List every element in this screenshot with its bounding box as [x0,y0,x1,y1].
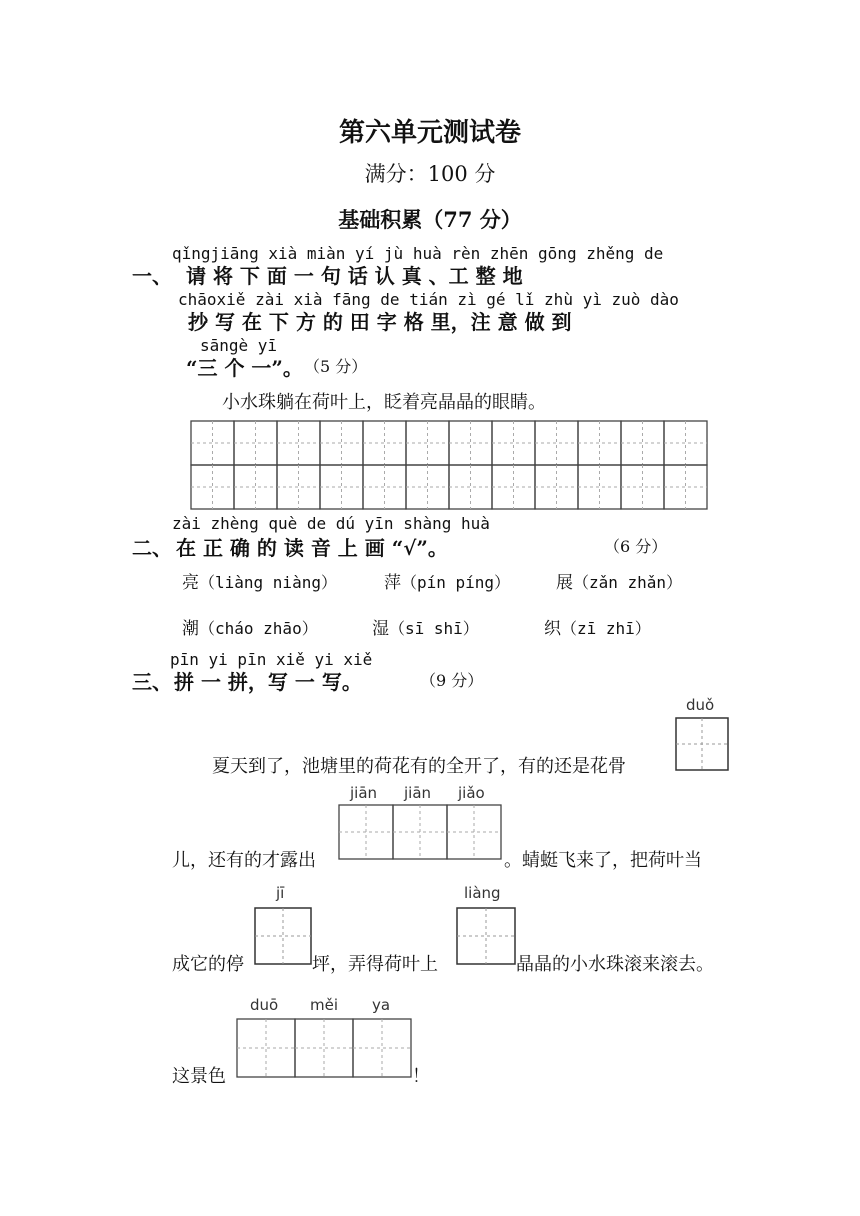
q1-pinyin-line3: sāngè yī [200,336,278,355]
q3-line3b: 坪，弄得荷叶上 [312,954,438,975]
q1-text-line3: “三 个 一”。 [186,356,303,380]
q1-points: （5 分） [304,357,368,376]
box-pinyin: ya [372,996,391,1014]
q1-sentence: 小水珠躺在荷叶上，眨着亮晶晶的眼睛。 [222,392,546,413]
answer-box[interactable] [456,907,516,965]
full-score: 满分：100 分 [364,162,496,186]
q1-pinyin-line1: qǐngjiāng xià miàn yí jù huà rèn zhēn gōng zhěng de [172,244,664,263]
page-title: 第六单元测试卷 [338,118,521,148]
q2-item: 展（zǎn zhǎn） [556,573,683,593]
q3-line4a: 这景色 [172,1066,226,1087]
answer-box-group[interactable] [236,1018,412,1078]
q3-line1: 夏天到了，池塘里的荷花有的全开了，有的还是花骨 [212,756,626,777]
answer-box-group[interactable] [338,804,504,862]
box-pinyin: liàng [464,884,501,902]
q2-item: 亮（liàng niàng） [182,573,337,593]
q3-line4b: ！ [412,1066,430,1087]
q3-line2b: 。蜻蜓飞来了，把荷叶当 [504,850,702,871]
q3-pinyin: pīn yi pīn xiě yi xiě [170,650,373,669]
box-pinyin: měi [310,996,339,1014]
q3-line3a: 成它的停 [172,954,244,975]
box-pinyin: jiǎo [458,784,485,802]
q3-number: 三、 [132,670,172,694]
answer-box[interactable] [675,717,730,772]
q2-item: 潮（cháo zhāo） [182,619,318,639]
box-pinyin: jiān [350,784,378,802]
q2-points: （6 分） [604,537,668,556]
section-heading: 基础积累（77 分） [338,207,522,232]
q1-text-line2: 抄 写 在 下 方 的 田 字 格 里，注 意 做 到 [188,310,572,334]
q3-text: 拼 一 拼，写 一 写。 [174,670,362,694]
q1-pinyin-line2: chāoxiě zài xià fāng de tián zì gé lǐ zhù yì zuò dào [178,290,679,309]
q1-number: 一、 [132,264,172,288]
q2-pinyin: zài zhèng què de dú yīn shàng huà [172,514,490,533]
q2-item: 萍（pín píng） [384,573,511,593]
box-pinyin: jī [276,884,285,902]
q1-text-line1: 请 将 下 面 一 句 话 认 真 、工 整 地 [186,264,523,288]
box-pinyin: jiān [404,784,432,802]
q3-line2a: 儿，还有的才露出 [172,850,316,871]
box-pinyin: duō [250,996,279,1014]
q3-line3c: 晶晶的小水珠滚来滚去。 [516,954,714,975]
q2-text: 在 正 确 的 读 音 上 画 “√”。 [176,536,448,560]
answer-box[interactable] [254,907,312,965]
q3-points: （9 分） [420,671,484,690]
box-pinyin: duǒ [686,696,715,714]
q2-number: 二、 [132,536,172,560]
tianzige-grid[interactable] [190,420,708,510]
q2-item: 织（zī zhī） [544,619,651,639]
q2-item: 湿（sī shī） [372,619,479,639]
